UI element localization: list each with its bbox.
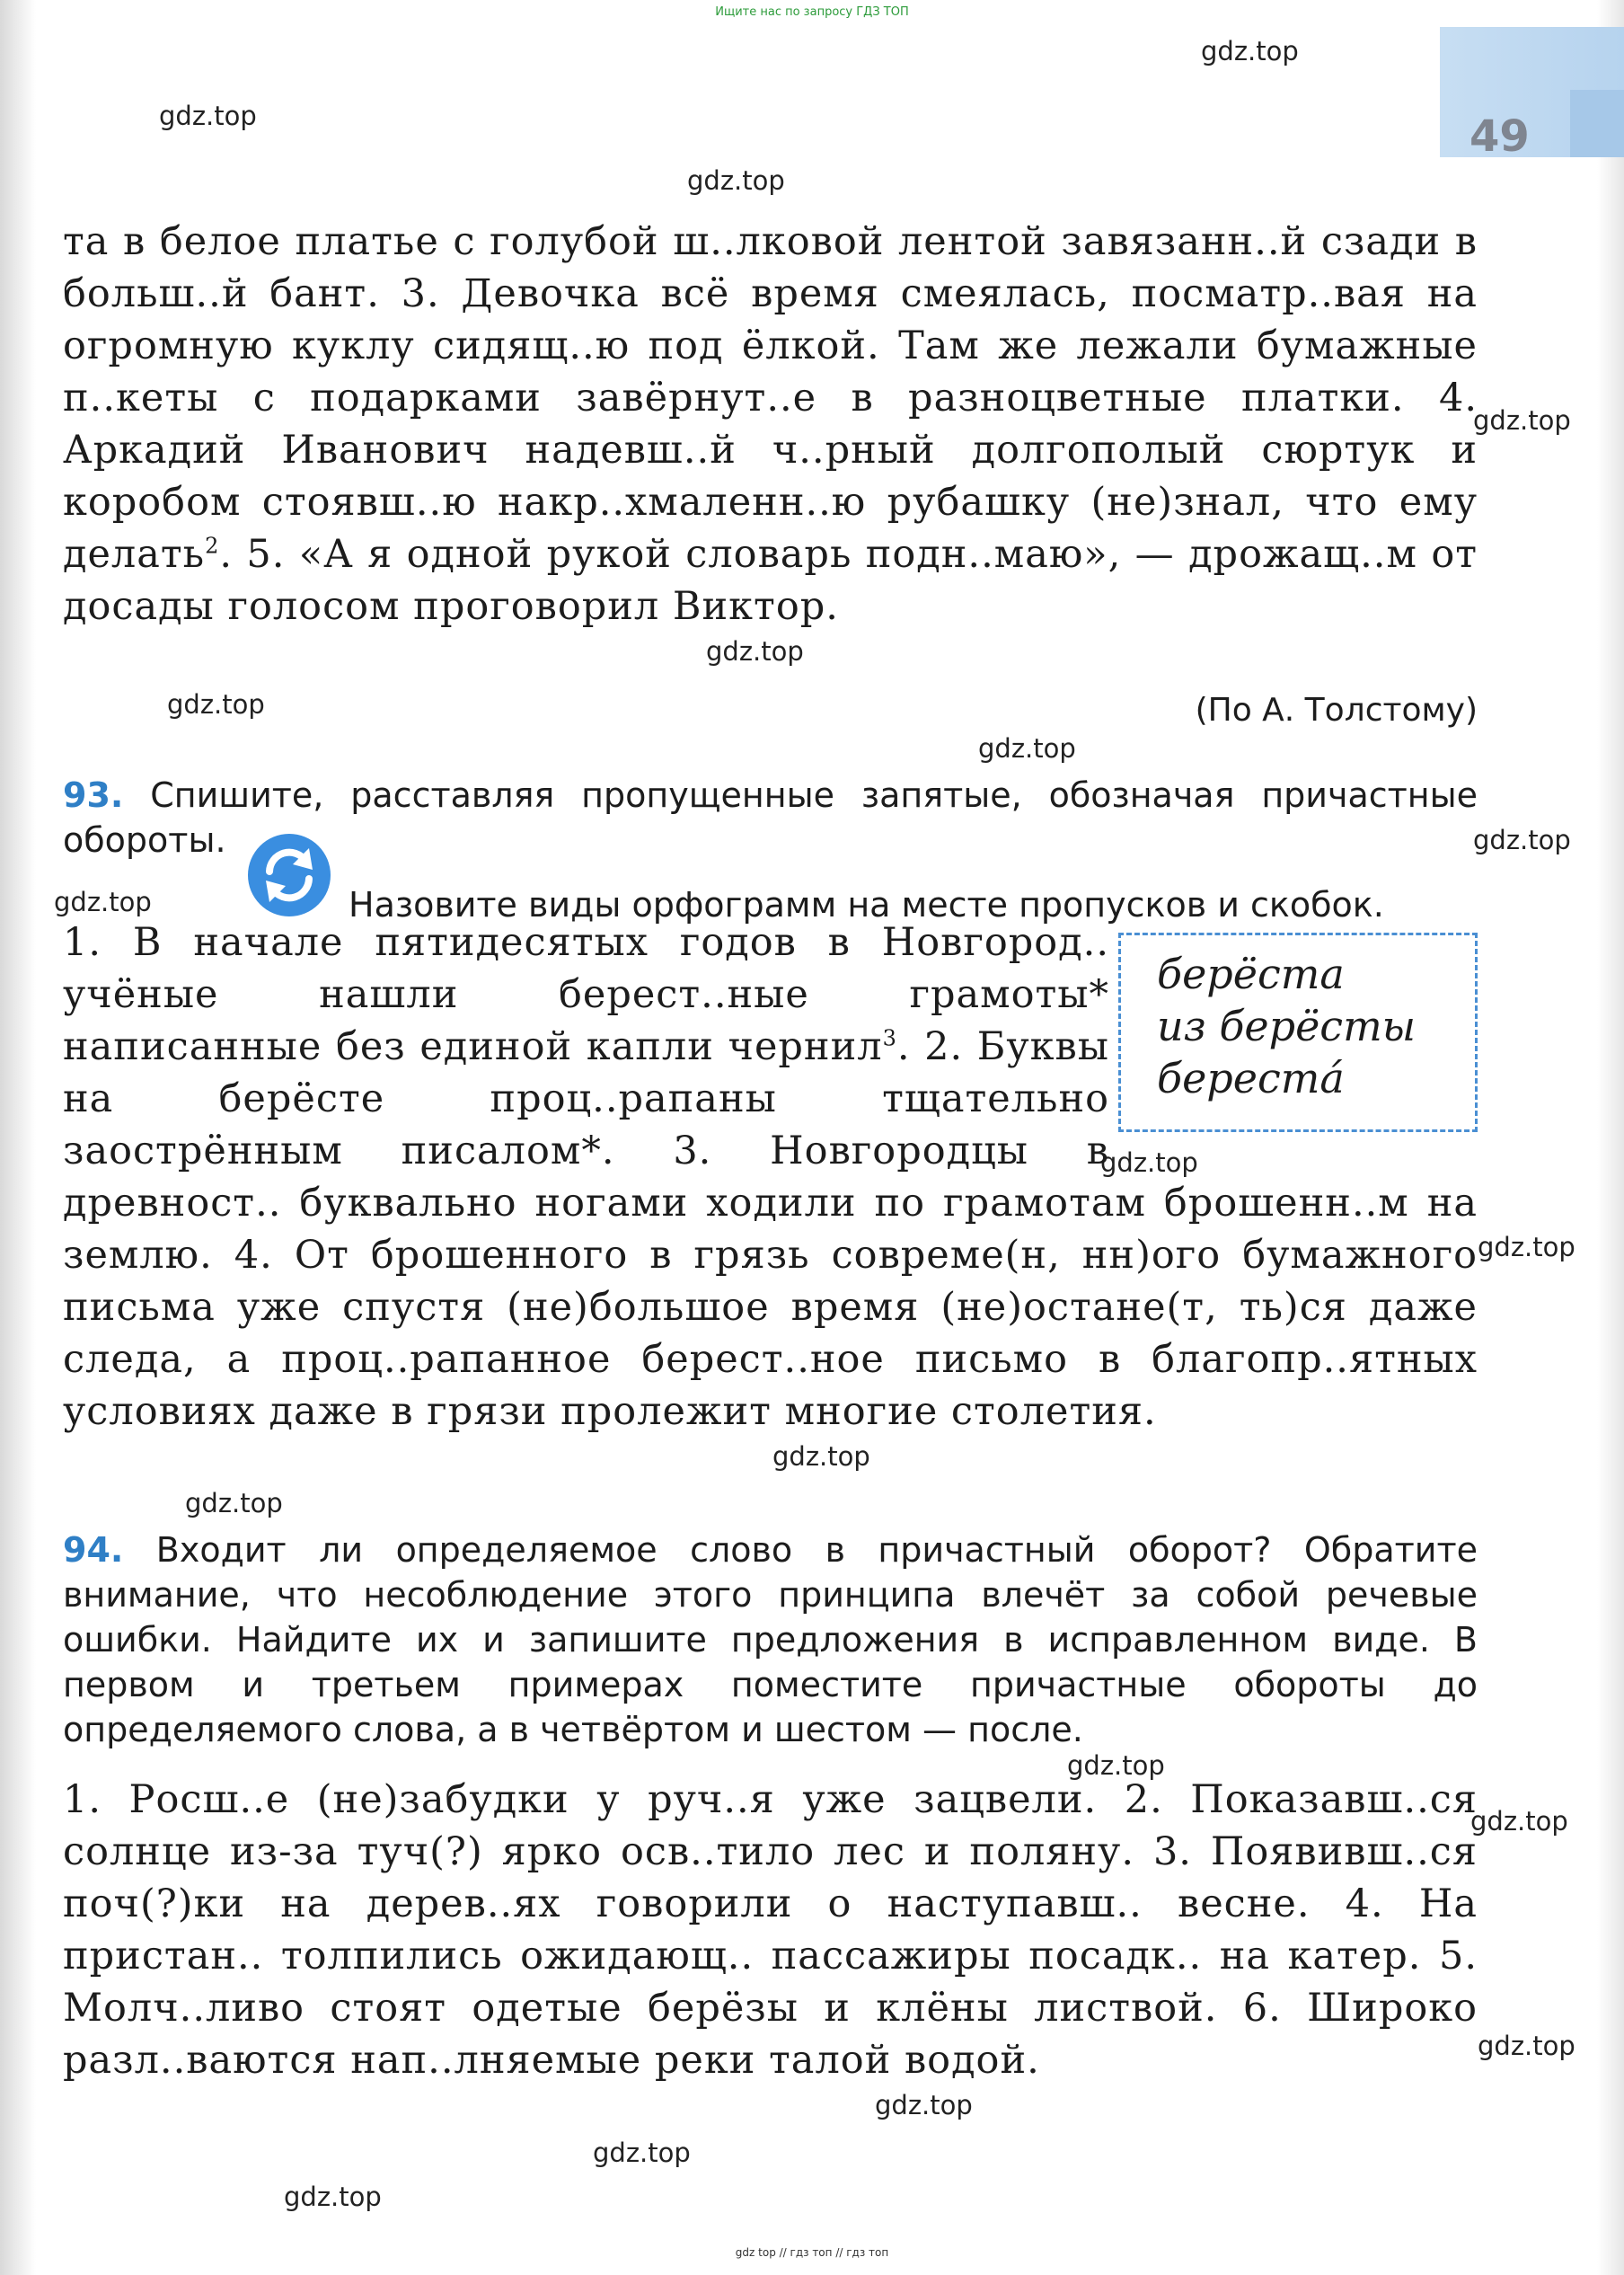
vocabulary-word: из берёсты (1157, 1002, 1417, 1050)
watermark: gdz.top (1473, 825, 1571, 855)
exercise-94-task: 94. Входит ли определяемое слово в причастный оборот? Обратите внимание, что несоблюдение этого принципа влечёт за собой речевые ошибки. Найдите их и запишите предложения в исправленном виде. В первом и третьем примерах поместите причастные обороты до определяемого слова, а в четвёртом и шестом — после. (63, 1530, 1478, 1749)
exercise-number: 93. (63, 775, 124, 815)
page-edge-shadow-right (1597, 0, 1624, 2275)
exercise-93-task-line2: Назовите виды орфограмм на месте пропусков и скобок. (349, 885, 1384, 925)
watermark: gdz.top (875, 2090, 973, 2120)
watermark: gdz.top (284, 2182, 382, 2212)
watermark: gdz.top (593, 2138, 691, 2168)
watermark: gdz.top (978, 733, 1076, 764)
watermark: gdz.top (1201, 36, 1299, 66)
watermark: gdz.top (772, 1441, 870, 1472)
page-edge-shadow (0, 0, 36, 2275)
vocabulary-box (1118, 933, 1478, 1132)
exercise-number: 94. (63, 1530, 124, 1570)
exercise-93-text: 1. В начале пятидесятых годов в Новгород.. учёные нашли берест..ные грамоты* написанные без единой капли чернил$^3$. 2. Буквы на берёсте проц..рапаны тщательно заострённым писалом*. 3. Новгородцы в древност.. буквально ногами ходили по грамотам брошенн..м на землю. 4. От брошенного в грязь совреме(н, нн)ого бумажного письма уже спустя (не)большое время (не)остане(т, ть)ся даже следа, а проц..рапанное берест..ное письмо в благопр..ятных условиях даже в грязи пролежит многие столетия. (63, 920, 1478, 1434)
orthogram-icon (246, 832, 332, 918)
page-corner-tab-dark (1570, 90, 1624, 157)
footnote-mark: 2 (205, 533, 220, 559)
vocabulary-word: берестá (1157, 1054, 1345, 1102)
watermark: gdz.top (1478, 1232, 1575, 1262)
watermark: gdz.top (1100, 1147, 1198, 1178)
watermark: gdz.top (687, 165, 785, 196)
exercise-94-text: 1. Росш..е (не)забудки у руч..я уже зацвели. 2. Показавш..ся солнце из-за туч(?) ярко осв..тило лес и поляну. 3. Появивш..ся поч(?)ки на дерев..ях говорили о наступавш.. весне. 4. На пристан.. толпились ожидающ.. пассажиры посадк.. на катер. 5. Молч..ливо стоят одетые берёзы и клёны листвой. 6. Широко разл..ваются нап..лняемые реки талой водой. (63, 1777, 1478, 2083)
prev-exercise-text: та в белое платье с голубой ш..лковой лентой завязанн..й сзади в больш..й бант. 3. Девочка всё время смеялась, посматр..вая на огромную куклу сидящ..ю под ёлкой. Там же лежали бумажные п..кеты с подарками завёрнут..е в разноцветные платки. 4. Аркадий Иванович надевш..й ч..рный долгополый сюртук и коробом стоявш..ю накр..хмаленн..ю рубашку (не)знал, что ему делать$^2$. 5. «А я одной рукой словарь подн..маю», — дрожащ..м от досады голосом проговорил Виктор. (63, 219, 1478, 629)
attribution: (По А. Толстому) (1195, 692, 1478, 729)
watermark: gdz.top (159, 101, 257, 131)
watermark: gdz.top (1470, 1806, 1568, 1837)
footer-note: gdz top // гдз топ // гдз топ (735, 2246, 889, 2259)
watermark: gdz.top (1478, 2031, 1575, 2061)
top-note: Ищите нас по запросу ГДЗ ТОП (715, 5, 909, 19)
watermark: gdz.top (54, 887, 152, 917)
watermark: gdz.top (1067, 1750, 1165, 1781)
watermark: gdz.top (167, 689, 265, 720)
page-number: 49 (1470, 111, 1530, 162)
watermark: gdz.top (185, 1488, 283, 1518)
footnote-mark: 3 (882, 1025, 897, 1051)
exercise-93-task: 93. Спишите, расставляя пропущенные запятые, обозначая причастные обороты. Назовите виды орфограмм на месте пропусков и скобок. (63, 773, 1478, 927)
vocabulary-word: берёста (1157, 950, 1345, 998)
watermark: gdz.top (706, 636, 804, 667)
watermark: gdz.top (1473, 405, 1571, 436)
